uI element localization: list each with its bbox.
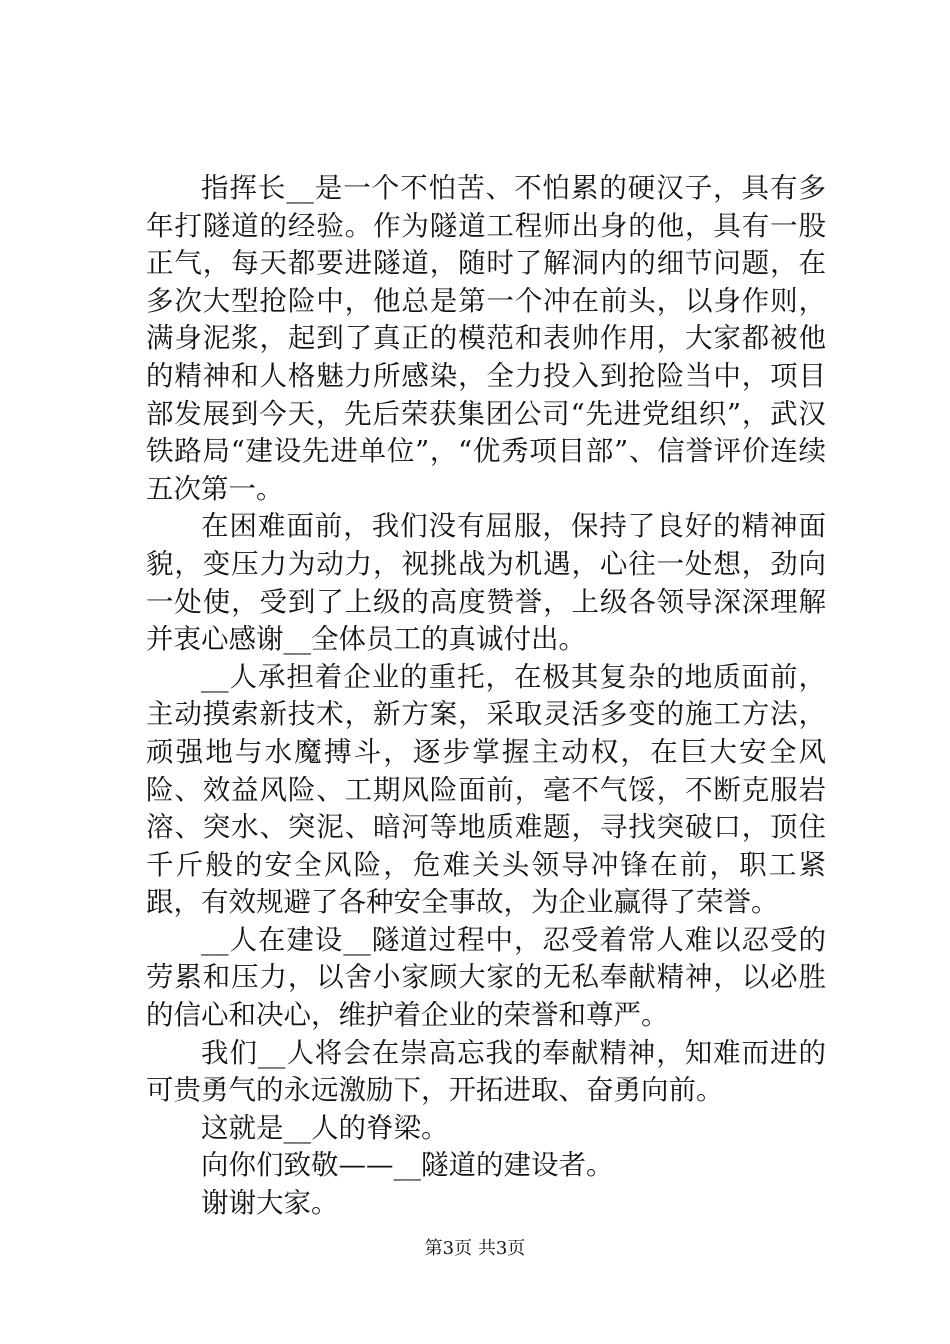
page-number-footer: 第3页 共3页 <box>424 1238 526 1259</box>
paragraph-difficulty: 在困难面前，我们没有屈服，保持了良好的精神面貌，变压力为动力，视挑战为机遇，心往一处想，劲向一处使，受到了上级的高度赞誉，上级各领导深深理解并衷心感谢__全体员工的真诚付出。 <box>146 510 826 656</box>
line-thanks: 谢谢大家。 <box>201 1187 339 1220</box>
paragraph-commander: 指挥长__是一个不怕苦、不怕累的硬汉子，具有多年打隧道的经验。作为隧道工程师出身的他，具有一股正气，每天都要进隧道，随时了解洞内的细节问题，在多次大型抢险中，他总是第一个冲在前头，以身作则，满身泥浆，起到了真正的模范和表帅作用，大家都被他的精神和人格魅力所感染，全力投入到抢险当中，项目部发展到今天，先后荣获集团公司“先进党组织”，武汉铁路局“建设先进单位”，“优秀项目部”、信誉评价连续五次第一。 <box>146 172 826 505</box>
paragraph-spirit: 我们__人将会在崇高忘我的奉献精神，知难而进的可贵勇气的永远激励下，开拓进取、奋勇向前。 <box>146 1036 826 1107</box>
paragraph-construction: __人在建设__隧道过程中，忍受着常人难以忍受的劳累和压力，以舍小家顾大家的无私奉献精神，以必胜的信心和决心，维护着企业的荣誉和尊严。 <box>146 923 826 1032</box>
line-salute: 向你们致敬——__隧道的建设者。 <box>201 1149 614 1182</box>
paragraph-responsibility: __人承担着企业的重托，在极其复杂的地质面前，主动摸索新技术，新方案，采取灵活多变的施工方法，顽强地与水魔搏斗，逐步掌握主动权，在巨大安全风险、效益风险、工期风险面前，毫不气馁，不断克服岩溶、突水、突泥、暗河等地质难题，寻找突破口，顶住千斤般的安全风险，危难关头领导冲锋在前，职工紧跟，有效规避了各种安全事故，为企业赢得了荣誉。 <box>146 660 826 919</box>
document-body <box>146 170 826 1223</box>
line-backbone: 这就是__人的脊梁。 <box>201 1111 449 1144</box>
